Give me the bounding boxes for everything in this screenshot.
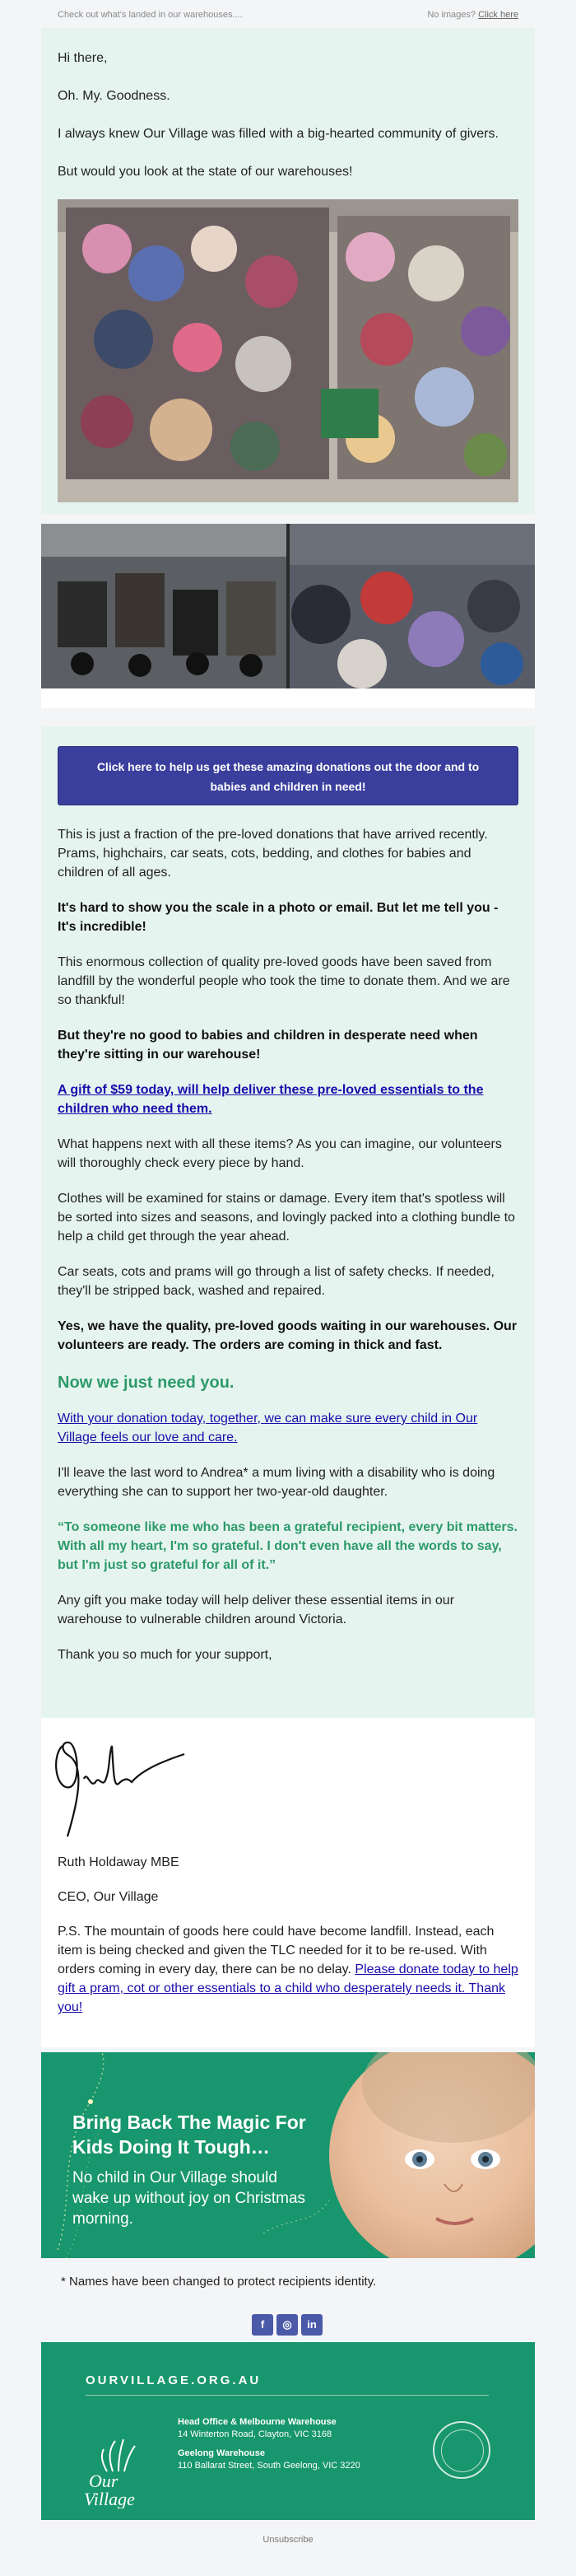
ps-donate-link[interactable]: Please donate today to help gift a pram, cot or other essentials to a child who desperately needs it. Thank you! <box>58 1962 518 2014</box>
no-images-notice <box>427 10 518 20</box>
geelong-title: Geelong Warehouse <box>178 2448 265 2458</box>
geelong-address-block <box>178 2448 360 2472</box>
social-links <box>252 2314 323 2336</box>
linkedin-icon[interactable]: in <box>301 2314 323 2336</box>
signer-name: Ruth Holdaway MBE <box>58 1855 179 1869</box>
preheader-bar <box>0 0 576 28</box>
hq-address-block <box>178 2416 337 2441</box>
body-paragraph-10 <box>58 1409 518 1447</box>
body-paragraph-1: This is just a fraction of the pre-loved donations that have arrived recently. Prams, highchairs, car seats, cots, bedding, and clothes for babies and children of all ages. <box>58 828 488 880</box>
ps-paragraph <box>58 1922 518 2017</box>
geelong-address: 110 Ballarat Street, South Geelong, VIC 3220 <box>178 2461 360 2471</box>
facebook-icon[interactable]: f <box>252 2314 273 2336</box>
body-paragraph-13: Thank you so much for your support, <box>58 1648 272 1662</box>
logo-icon <box>84 2434 158 2508</box>
view-online-link[interactable]: Click here <box>478 10 518 20</box>
body-paragraph-9: Yes, we have the quality, pre-loved goods waiting in our warehouses. Our volunteers are ready. The orders are coming in thick and fast. <box>58 1319 518 1352</box>
body-paragraph-3: This enormous collection of quality pre-loved goods have been saved from landfill by the wonderful people who took the time to donate them. And we are so thankful! <box>58 955 510 1007</box>
donation-today-link[interactable]: With your donation today, together, we can make sure every child in Our Village feels our love and care. <box>58 1412 478 1444</box>
hq-address: 14 Winterton Road, Clayton, VIC 3168 <box>178 2429 332 2439</box>
banner-subline: No child in Our Village should wake up without joy on Christmas morning. <box>72 2169 306 2228</box>
ps-text: P.S. The mountain of goods here could have become landfill. Instead, each item is being checked and given the TLC needed for it to be re-used. With orders coming in every day, there can be no delay. <box>58 1925 495 1976</box>
cta-label-line-1: Click here to help us get these amazing donations out the door and to <box>96 760 480 773</box>
body-paragraph-11: I'll leave the last word to Andrea* a mum living with a disability who is doing everything she can to support her two-year-old daughter. <box>58 1466 495 1499</box>
greeting: Hi there, <box>58 51 108 65</box>
body-paragraph-6: What happens next with all these items? As you can imagine, our volunteers will thoroughly check every piece by hand. <box>58 1137 502 1170</box>
warehouse-photo-clothes <box>58 199 518 502</box>
christmas-appeal-banner[interactable] <box>41 2052 535 2258</box>
child-photo <box>329 2052 535 2258</box>
body-paragraph-8: Car seats, cots and prams will go through a list of safety checks. If needed, they'll be stripped back, washed and repaired. <box>58 1265 495 1298</box>
signer-title: CEO, Our Village <box>58 1890 159 1904</box>
our-village-logo <box>84 2434 158 2513</box>
preheader-text: Check out what's landed in our warehouses.... <box>58 10 243 20</box>
andrea-quote: “To someone like me who has been a grateful recipient, every bit matters. With all my heart, I'm so grateful. I don't even have all the words to say, but I'm just so grateful for all of it.” <box>58 1520 518 1572</box>
website-link[interactable]: OURVILLAGE.ORG.AU <box>86 2373 262 2387</box>
body-paragraph-7: Clothes will be examined for stains or damage. Every item that's spotless will be sorted into sizes and seasons, and lovingly packed into a clothing bundle to help a child get through the year ahead. <box>58 1192 515 1244</box>
body-paragraph-2: It's hard to show you the scale in a photo or email. But let me tell you - It's incredible! <box>58 901 499 934</box>
footer-divider <box>86 2395 489 2396</box>
signoff-section <box>41 1718 535 2047</box>
warehouse-photos-row <box>41 524 535 688</box>
body-paragraph-5 <box>58 1080 518 1118</box>
warehouse-photo-clothes-illustration <box>58 199 518 502</box>
now-we-need-you-heading: Now we just need you. <box>58 1374 235 1392</box>
intro-panel <box>41 28 535 514</box>
main-body-panel <box>41 726 535 1718</box>
footer <box>41 2342 535 2520</box>
body-paragraph-12: Any gift you make today will help deliver these essential items in our warehouse to vulnerable children around Victoria. <box>58 1594 455 1626</box>
no-images-label: No images? <box>427 10 476 20</box>
accreditation-seal-icon <box>433 2421 490 2479</box>
intro-paragraph-3: But would you look at the state of our warehouses! <box>58 165 353 179</box>
donate-59-link[interactable]: A gift of $59 today, will help deliver these pre-loved essentials to the children who need them. <box>58 1083 484 1116</box>
hq-title: Head Office & Melbourne Warehouse <box>178 2417 337 2427</box>
instagram-icon[interactable]: ◎ <box>276 2314 298 2336</box>
names-changed-note: * Names have been changed to protect recipients identity. <box>61 2275 377 2289</box>
signature-image <box>44 1721 193 1845</box>
spacer <box>41 688 535 708</box>
child-face-illustration <box>329 2052 535 2258</box>
banner-headline: Bring Back The Magic For Kids Doing It Tough… <box>72 2112 306 2158</box>
intro-paragraph-2: I always knew Our Village was filled with a big-hearted community of givers. <box>58 127 499 141</box>
donate-cta-button[interactable] <box>58 746 518 805</box>
logo-line-1: Our <box>89 2471 118 2491</box>
body-paragraph-4: But they're no good to babies and children in desperate need when they're sitting in our warehouse! <box>58 1029 478 1062</box>
intro-paragraph-1: Oh. My. Goodness. <box>58 89 170 103</box>
warehouse-photos-illustration <box>41 524 535 688</box>
cta-label-line-2: babies and children in need! <box>210 780 366 793</box>
logo-line-2: Village <box>84 2489 135 2508</box>
unsubscribe-link[interactable]: Unsubscribe <box>262 2535 314 2545</box>
